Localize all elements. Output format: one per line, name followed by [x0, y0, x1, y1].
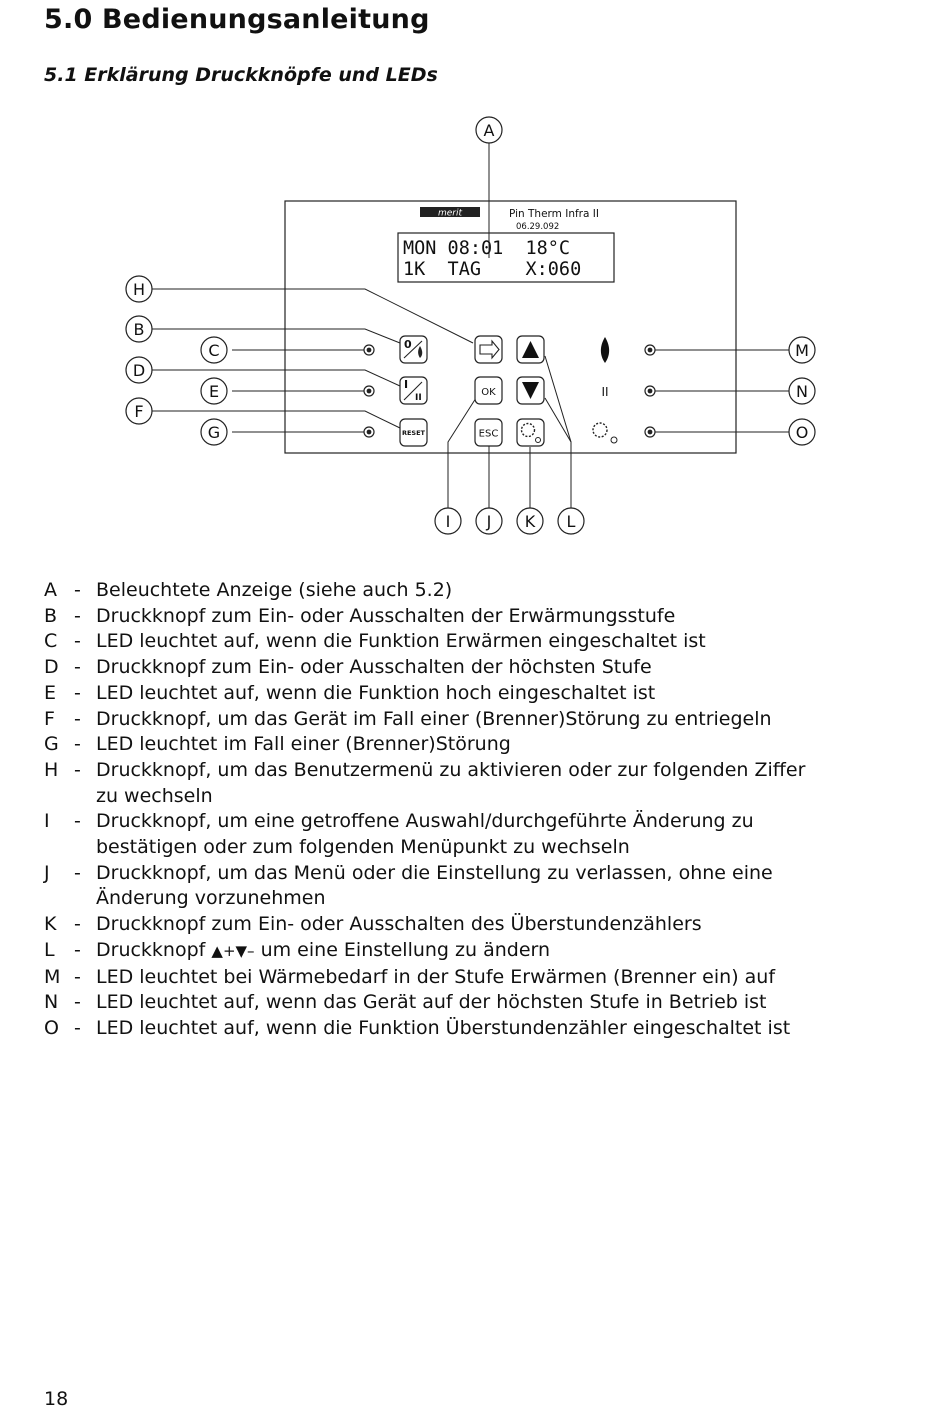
- callout-b: B: [133, 320, 145, 339]
- model-name: Pin Therm Infra II: [509, 208, 599, 220]
- display-line-2: 1K TAG X:060: [403, 259, 582, 280]
- callout-f: F: [134, 402, 144, 421]
- brand-logo: [420, 207, 480, 219]
- model-number: 06.29.092: [516, 222, 560, 232]
- page-heading: 5.0 Bedienungsanleitung: [44, 4, 430, 35]
- control-panel-diagram: [0, 0, 950, 560]
- button-esc-label: ESC: [478, 428, 499, 440]
- legend-item-c: C - LED leuchtet auf, wenn die Funktion Erwärmen eingeschaltet ist: [44, 630, 706, 653]
- legend-item-i: I - Druckknopf, um eine getroffene Auswahl/durchgeführte Änderung zu bestätigen oder zum folgenden Menüpunkt zu wechseln: [44, 810, 754, 859]
- callout-j: J: [486, 512, 492, 531]
- callout-i: I: [445, 512, 451, 531]
- up-down-arrows-icon: ▲+▼–: [211, 941, 255, 960]
- legend-list: [44, 578, 904, 1042]
- legend-item-l: L - Druckknopf ▲+▼– um eine Einstellung zu ändern: [44, 938, 551, 961]
- legend-item-d: D - Druckknopf zum Ein- oder Ausschalten der höchsten Stufe: [44, 656, 652, 679]
- overtime-indicator-icon: [593, 423, 607, 437]
- page-number: 18: [44, 1388, 69, 1410]
- callout-h: H: [132, 280, 146, 299]
- callout-n: N: [796, 382, 808, 401]
- legend-item-n: N - LED leuchtet auf, wenn das Gerät auf der höchsten Stufe in Betrieb ist: [44, 991, 767, 1014]
- callout-e: E: [208, 382, 220, 401]
- legend-item-g: G - LED leuchtet im Fall einer (Brenner)Störung: [44, 733, 511, 756]
- legend-item-f: F - Druckknopf, um das Gerät im Fall einer (Brenner)Störung zu entriegeln: [44, 707, 772, 730]
- display-line-1: MON 08:01 18°C: [403, 238, 571, 259]
- legend-item-o: O - LED leuchtet auf, wenn die Funktion Überstundenzähler eingeschaltet ist: [44, 1016, 791, 1039]
- callout-o: O: [795, 423, 809, 442]
- callout-g: G: [207, 423, 221, 442]
- flame-indicator-icon: [601, 337, 609, 363]
- legend-item-h: H - Druckknopf, um das Benutzermenü zu aktivieren oder zur folgenden Ziffer zu wechseln: [44, 758, 806, 807]
- callout-l: L: [566, 512, 576, 531]
- legend-item-a: A - Beleuchtete Anzeige (siehe auch 5.2): [44, 579, 453, 601]
- legend-item-k: K - Druckknopf zum Ein- oder Ausschalten des Überstundenzählers: [44, 913, 702, 936]
- legend-item-j: J - Druckknopf, um das Menü oder die Einstellung zu verlassen, ohne eine Änderung vorzunehmen: [44, 861, 773, 910]
- callout-d: D: [132, 361, 146, 380]
- button-reset-label: RESET: [401, 429, 426, 437]
- button-level1-label: I: [404, 378, 409, 391]
- callout-k: K: [524, 512, 536, 531]
- legend-item-b: B - Druckknopf zum Ein- oder Ausschalten der Erwärmungsstufe: [44, 604, 676, 627]
- legend-item-e: E - LED leuchtet auf, wenn die Funktion hoch eingeschaltet ist: [44, 681, 656, 704]
- section-heading: 5.1 Erklärung Druckknöpfe und LEDs: [44, 64, 438, 86]
- legend-item-m: M - LED leuchtet bei Wärmebedarf in der Stufe Erwärmen (Brenner ein) auf: [44, 965, 776, 988]
- svg-text:merit: merit: [437, 208, 463, 219]
- button-ok-label: OK: [481, 387, 496, 398]
- level2-indicator: II: [601, 385, 609, 399]
- button-level2-label: II: [415, 393, 422, 403]
- callout-m: M: [795, 341, 809, 360]
- callout-c: C: [208, 341, 220, 360]
- button-power-label: 0: [404, 338, 412, 351]
- callout-a: A: [483, 121, 495, 140]
